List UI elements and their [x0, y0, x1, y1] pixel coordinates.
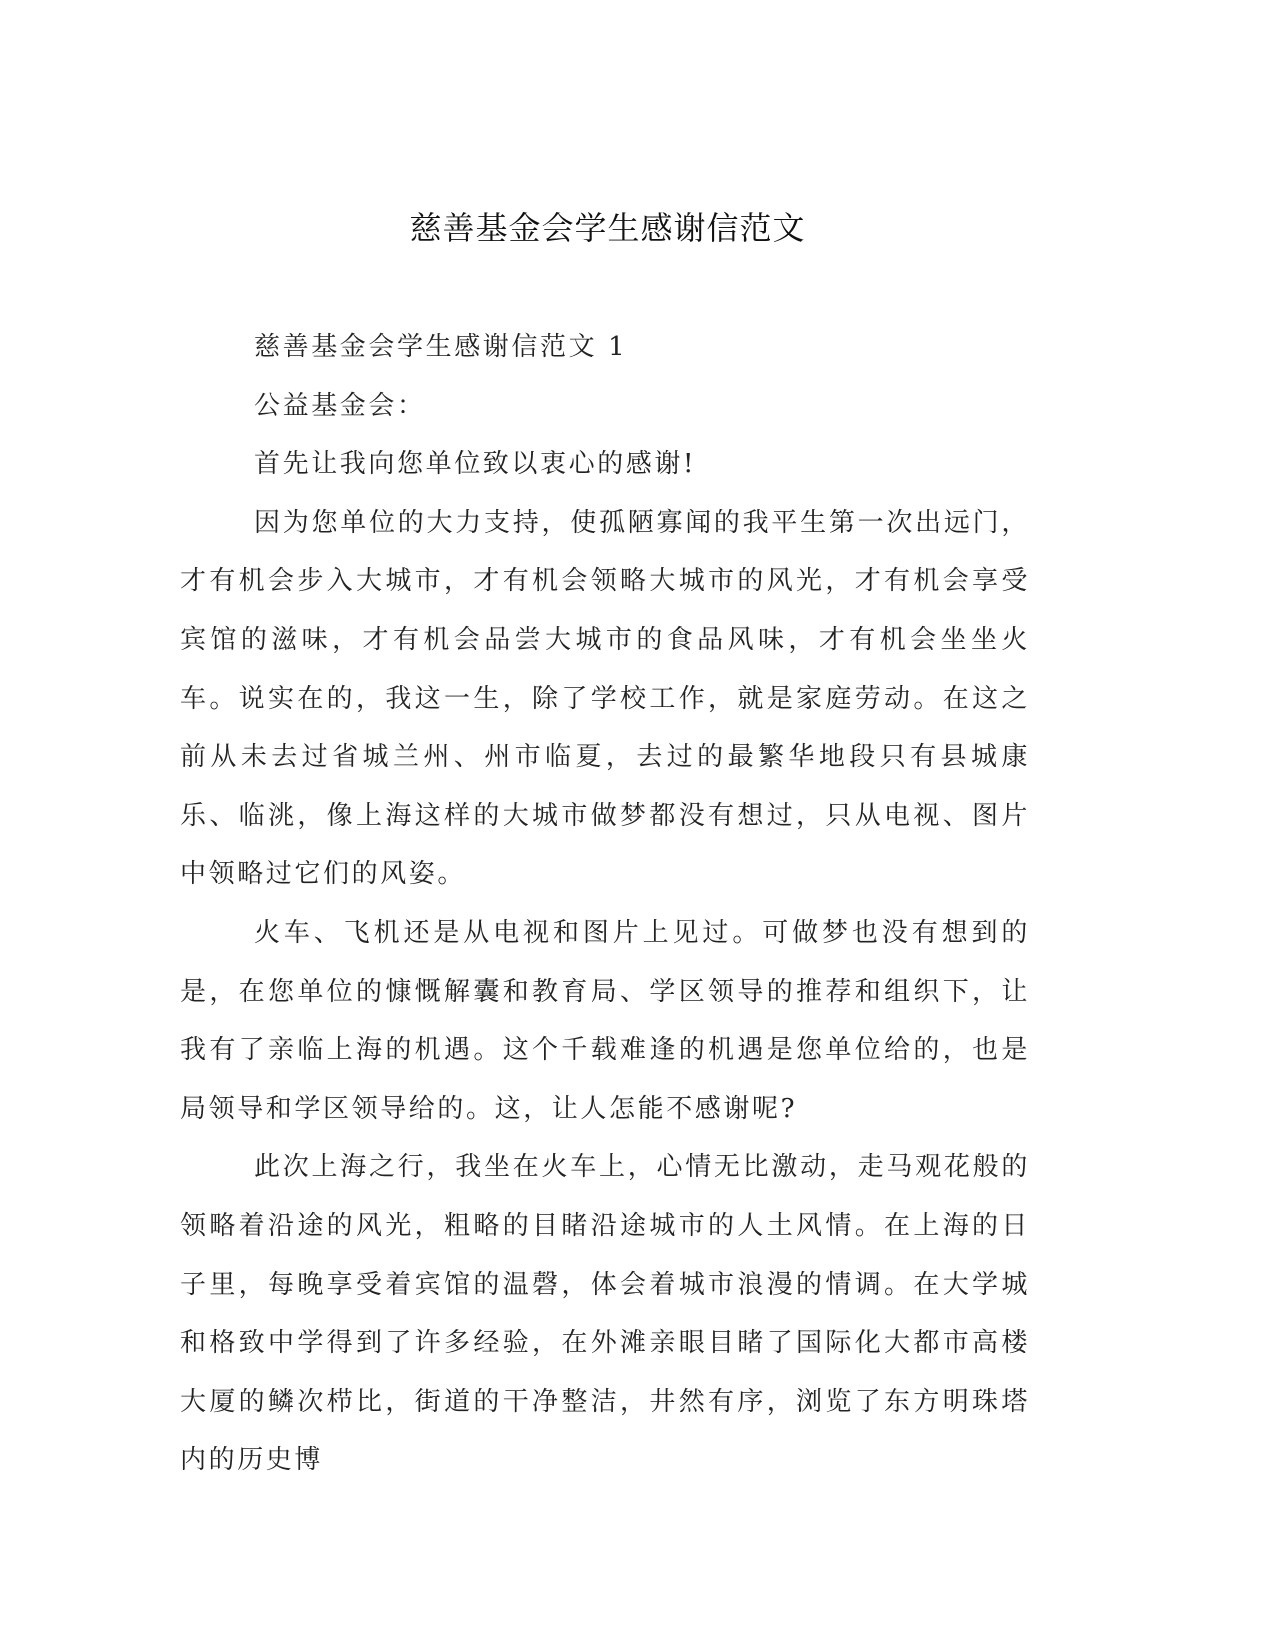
document-body [180, 318, 1030, 1490]
document-title: 慈善基金会学生感谢信范文 [409, 209, 806, 247]
salutation: 公益基金会： [254, 390, 426, 421]
section-heading: 慈善基金会学生感谢信范文 1 [254, 332, 628, 362]
paragraph: 此次上海之行，我坐在火车上，心情无比激动，走马观花般的领略着沿途的风光，粗略的目睹沿途城市的人土风情。在上海的日子里，每晚享受着宾馆的温磬，体会着城市浪漫的情调。在大学城和格致中学得到了许多经验，在外滩亲眼目睹了国际化大都市高楼大厦的鳞次栉比，街道的干净整洁，井然有序，浏览了东方明珠塔内的历史博 [180, 1152, 1030, 1476]
paragraph: 火车、飞机还是从电视和图片上见过。可做梦也没有想到的是，在您单位的慷慨解囊和教育局、学区领导的推荐和组织下，让我有了亲临上海的机遇。这个千载难逢的机遇是您单位给的，也是局领导和学区领导给的。这，让人怎能不感谢呢? [180, 917, 1030, 1124]
paragraph: 因为您单位的大力支持，使孤陋寡闻的我平生第一次出远门，才有机会步入大城市，才有机会领略大城市的风光，才有机会享受宾馆的滋味，才有机会品尝大城市的食品风味，才有机会坐坐火车。说实在的，我这一生，除了学校工作，就是家庭劳动。在这之前从未去过省城兰州、州市临夏，去过的最繁华地段只有县城康乐、临洮，像上海这样的大城市做梦都没有想过，只从电视、图片中领略过它们的风姿。 [180, 507, 1030, 890]
paragraph: 首先让我向您单位致以衷心的感谢! [254, 449, 697, 480]
